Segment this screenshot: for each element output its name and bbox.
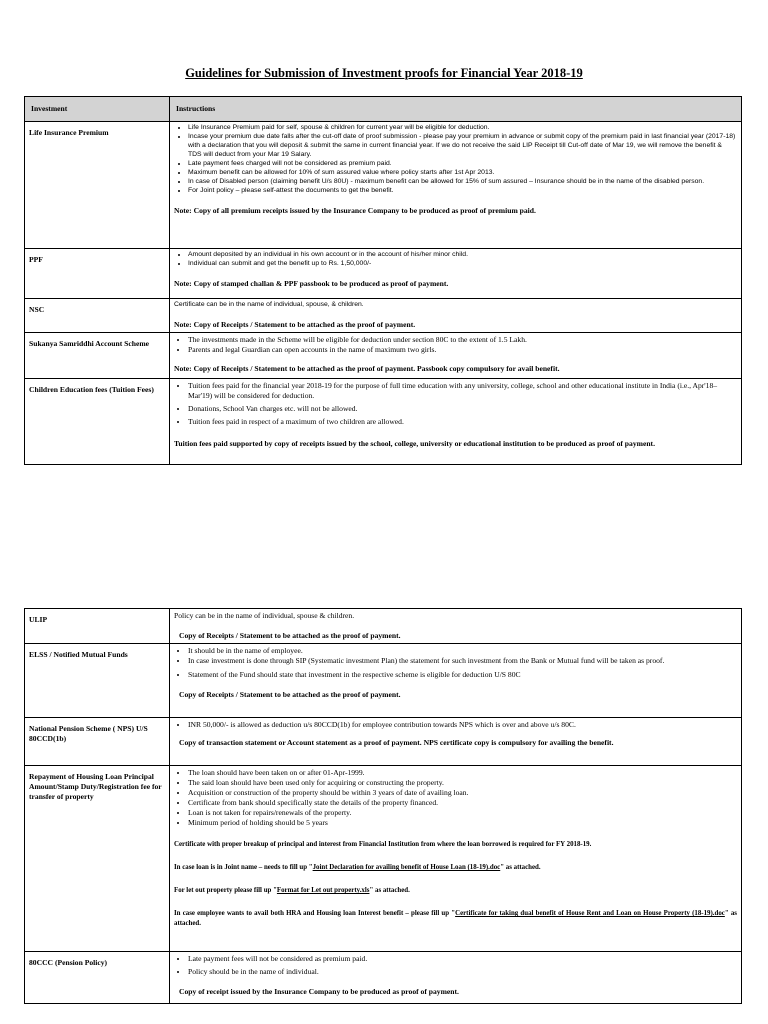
header-instructions: Instructions xyxy=(170,97,742,122)
instruction-item: • INR 50,000/- is allowed as deduction u/s 80CCD(1b) for employee contribution towards NPS which is over and above u/s 80C. xyxy=(188,720,737,730)
instruction-list xyxy=(174,381,737,427)
proof-note: Note: Copy of stamped challan & PPF passbook to be produced as proof of payment. xyxy=(174,278,449,288)
instruction-item: • Amount deposited by an individual in his own account or in the account of his/her minor child. xyxy=(188,251,737,260)
investment-table-2 xyxy=(24,608,742,1004)
dual-benefit-certificate-link[interactable]: Certificate for taking dual benefit of House Rent and Loan on House Property (18-19).doc xyxy=(455,910,725,918)
instructions-cell xyxy=(170,249,742,299)
row-ppf xyxy=(25,249,742,299)
row-life-insurance xyxy=(25,122,742,249)
note-text: In case employee wants to avail both HRA and Housing loan Interest benefit – please fill up " xyxy=(174,910,456,918)
instruction-item: • In case investment is done through SIP (Systematic investment Plan) the statement for such investment from the Bank or Mutual fund will be taken as proof. xyxy=(188,656,737,666)
instructions-cell xyxy=(170,766,742,952)
instruction-item: • The loan should have been taken on or after 01-Apr-1999. xyxy=(188,768,737,778)
investment-table-1 xyxy=(24,96,742,465)
instruction-item: • Policy should be in the name of individual. xyxy=(188,967,737,977)
page-title: Guidelines for Submission of Investment proofs for Financial Year 2018-19 xyxy=(185,66,583,80)
instructions-cell xyxy=(170,644,742,718)
investment-name: 80CCC (Pension Policy) xyxy=(25,952,170,1004)
instruction-item: • Certificate from bank should specifically state the details of the property financed. xyxy=(188,798,737,808)
row-housing-loan xyxy=(25,766,742,952)
instructions-cell xyxy=(170,299,742,333)
dual-benefit-note xyxy=(174,909,737,927)
investment-name: National Pension Scheme ( NPS) U/S 80CCD(1b) xyxy=(25,718,170,766)
instruction-item: • Loan is not taken for repairs/renewals of the property. xyxy=(188,808,737,818)
instructions-cell xyxy=(170,718,742,766)
instruction-item: • Late payment fees charged will not be considered as premium paid. xyxy=(188,160,737,169)
certificate-note: Certificate with proper breakup of principal and interest from Financial Institution from where the loan borrowed is required for FY 2018-19. xyxy=(174,841,592,849)
joint-loan-note xyxy=(174,863,737,872)
note-text: " as attached. xyxy=(174,910,737,927)
proof-note: Note: Copy of Receipts / Statement to be attached as the proof of payment. xyxy=(174,319,416,329)
instructions-cell xyxy=(170,332,742,378)
instruction-list xyxy=(174,251,737,269)
instructions-cell xyxy=(170,609,742,644)
instruction-item: • Maximum benefit can be allowed for 10% of sum assured value where policy starts after 1st Apr 2013. xyxy=(188,169,737,178)
row-sukanya xyxy=(25,332,742,378)
proof-note: Copy of transaction statement or Account statement as a proof of payment. NPS certificate copy is compulsory for availing the benefit. xyxy=(179,738,614,748)
instructions-cell xyxy=(170,122,742,249)
row-nps xyxy=(25,718,742,766)
instruction-item: • Incase your premium due date falls after the cut-off date of proof submission - please pay your premium in advance or submit copy of the premium paid in last financial year (2017-18) with a declaration that you will deposit & submit the same in current financial year. If we do not receive the said LIP Receipt till Cut-off date of Mar 19, we will remove the benefit & TDS will deduct from your Mar 19 Salary. xyxy=(188,133,737,160)
row-ulip xyxy=(25,609,742,644)
proof-note: Copy of Receipts / Statement to be attached as the proof of payment. xyxy=(179,690,401,700)
instruction-list xyxy=(174,720,737,730)
instruction-item: • Minimum period of holding should be 5 years xyxy=(188,818,737,828)
instruction-list xyxy=(174,954,737,977)
note-text: In case loan is in Joint name – needs to fill up " xyxy=(174,864,313,872)
instructions-cell xyxy=(170,378,742,464)
instruction-item: • For Joint policy – please self-attest the documents to get the benefit. xyxy=(188,187,737,196)
instruction-text: Certificate can be in the name of individual, spouse, & children. xyxy=(174,301,364,308)
instructions-cell xyxy=(170,952,742,1004)
proof-note: Copy of Receipts / Statement to be attached as the proof of payment. xyxy=(179,631,401,641)
note-text: " as attached. xyxy=(369,887,410,895)
row-nsc xyxy=(25,299,742,333)
let-out-note xyxy=(174,886,737,895)
row-children-education xyxy=(25,378,742,464)
instruction-list xyxy=(174,646,737,680)
instruction-item: • Tuition fees paid in respect of a maximum of two children are allowed. xyxy=(188,417,737,427)
instruction-item: • It should be in the name of employee. xyxy=(188,646,737,656)
instruction-item: • The investments made in the Scheme will be eligible for deduction under section 80C to the extent of 1.5 Lakh. xyxy=(188,335,737,345)
investment-name: PPF xyxy=(25,249,170,299)
instruction-item: • Tuition fees paid for the financial year 2018-19 for the purpose of full time education with any university, college, school and other educational institute in India (i.e., Apr'18–Mar'19) will be considered for deduction. xyxy=(188,381,737,401)
investment-name: ULIP xyxy=(25,609,170,644)
proof-note: Note: Copy of all premium receipts issued by the Insurance Company to be produced as proof of premium paid. xyxy=(174,205,536,215)
instruction-item: • Parents and legal Guardian can open accounts in the name of maximum two girls. xyxy=(188,345,737,355)
proof-note: Note: Copy of Receipts / Statement to be attached as the proof of payment. Passbook copy compulsory for avail benefit. xyxy=(174,364,560,374)
row-80ccc xyxy=(25,952,742,1004)
instruction-list xyxy=(174,124,737,196)
joint-declaration-link[interactable]: Joint Declaration for availing benefit of House Loan (18-19).doc xyxy=(312,864,501,872)
instruction-list xyxy=(174,768,737,828)
let-out-format-link[interactable]: Format for Let out property.xls xyxy=(276,887,370,895)
investment-name: ELSS / Notified Mutual Funds xyxy=(25,644,170,718)
header-investment: Investment xyxy=(25,97,170,122)
row-elss xyxy=(25,644,742,718)
instruction-text: Policy can be in the name of individual, spouse & children. xyxy=(174,611,355,620)
investment-name: Life Insurance Premium xyxy=(25,122,170,249)
instruction-item: • Acquisition or construction of the property should be within 3 years of date of availing loan. xyxy=(188,788,737,798)
proof-note: Tuition fees paid supported by copy of receipts issued by the school, college, university or educational institution to be produced as proof of payment. xyxy=(174,439,655,449)
instruction-item: • The said loan should have been used only for acquiring or constructing the property. xyxy=(188,778,737,788)
instruction-item: • Statement of the Fund should state that investment in the respective scheme is eligible for deduction U/S 80C xyxy=(188,670,737,680)
instruction-item: • Late payment fees will not be considered as premium paid. xyxy=(188,954,737,964)
instruction-list xyxy=(174,335,737,355)
instruction-item: • In case of Disabled person (claiming benefit U/s 80U) - maximum benefit can be allowed for 15% of sum assured – Insurance should be in the name of the disabled person. xyxy=(188,178,737,187)
investment-name: Sukanya Samriddhi Account Scheme xyxy=(25,332,170,378)
table-header-row xyxy=(25,97,742,122)
investment-name: Repayment of Housing Loan Principal Amount/Stamp Duty/Registration fee for transfer of property xyxy=(25,766,170,952)
investment-name: Children Education fees (Tuition Fees) xyxy=(25,378,170,464)
instruction-item: • Individual can submit and get the benefit up to Rs. 1,50,000/- xyxy=(188,260,737,269)
instruction-item: • Donations, School Van charges etc. will not be allowed. xyxy=(188,404,737,414)
instruction-item: • Life Insurance Premium paid for self, spouse & children for current year will be eligible for deduction. xyxy=(188,124,737,133)
note-text: " as attached. xyxy=(500,864,541,872)
investment-name: NSC xyxy=(25,299,170,333)
note-text: For let out property please fill up " xyxy=(174,887,277,895)
proof-note: Copy of receipt issued by the Insurance Company to be produced as proof of payment. xyxy=(179,987,459,997)
